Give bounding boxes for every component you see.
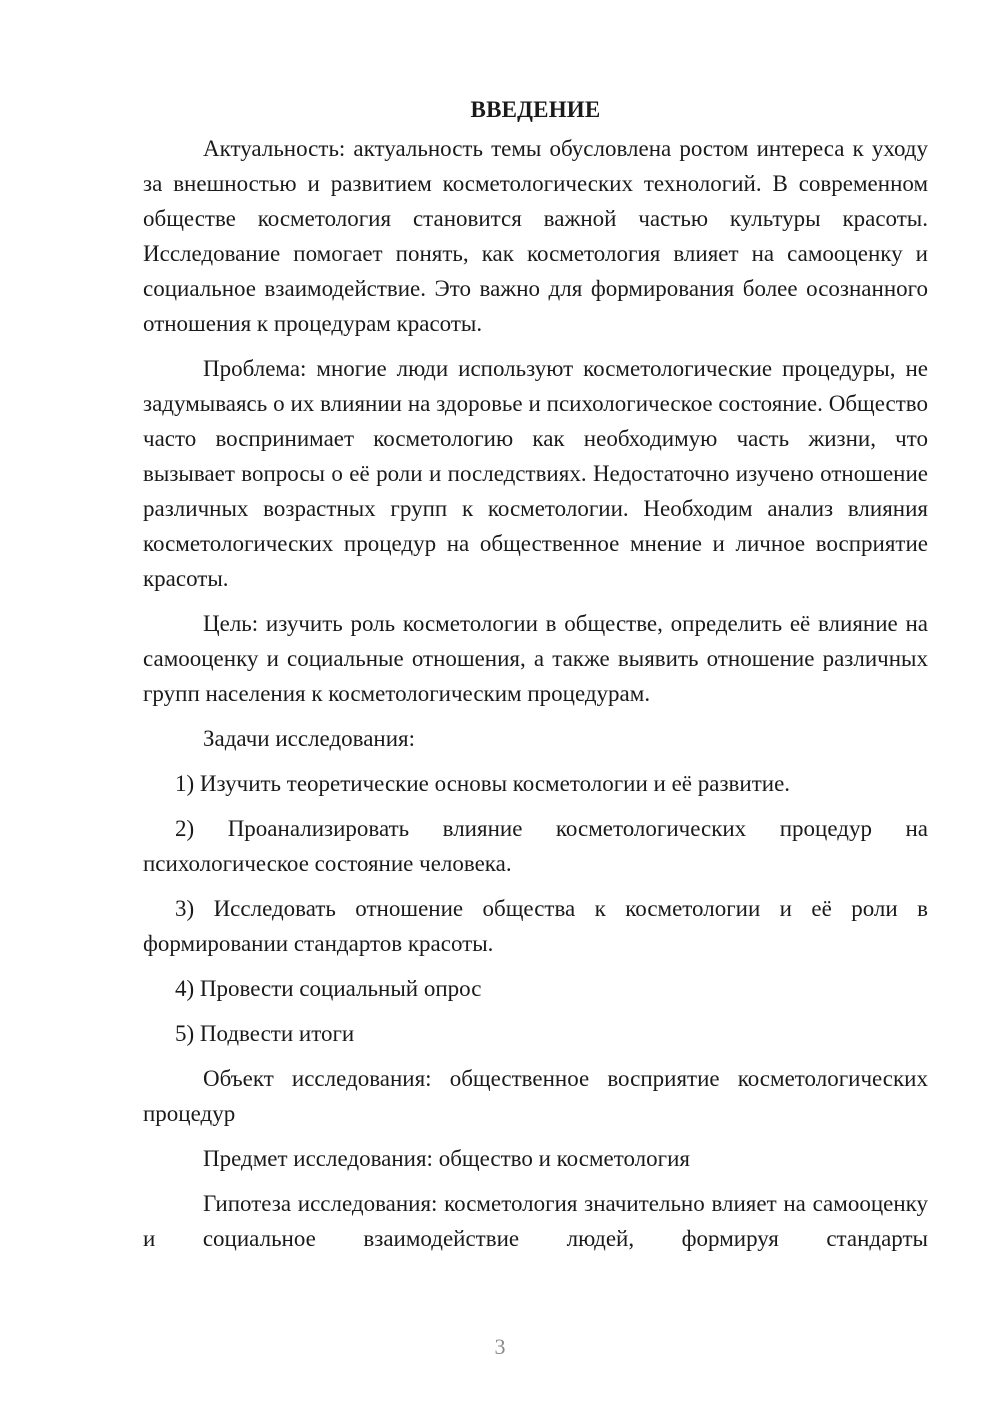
document-body (143, 92, 928, 1266)
task-item-2: 2) Проанализировать влияние косметологических процедур на психологическое состояние человека. (143, 816, 928, 876)
section-title: ВВЕДЕНИЕ (470, 97, 601, 122)
paragraph-problem: Проблема: многие люди используют косметологические процедуры, не задумываясь о их влиянии на здоровье и психологическое состояние. Общество часто воспринимает косметологию как необходимую часть жизни, что вызывает вопросы о её роли и последствиях. Недостаточно изучено отношение различных возрастных групп к косметологии. Необходим анализ влияния косметологических процедур на общественное мнение и личное восприятие красоты. (143, 356, 928, 591)
paragraph-hypothesis: Гипотеза исследования: косметология значительно влияет на самооценку и социальное взаимодействие людей, формируя стандарты (143, 1191, 928, 1251)
page-number: 3 (494, 1334, 506, 1359)
paragraph-goal: Цель: изучить роль косметологии в обществе, определить её влияние на самооценку и социальные отношения, а также выявить отношение различных групп населения к косметологическим процедурам. (143, 611, 928, 706)
task-item-5: 5) Подвести итоги (175, 1021, 355, 1046)
paragraph-relevance: Актуальность: актуальность темы обусловлена ростом интереса к уходу за внешностью и развитием косметологических технологий. В современном обществе косметология становится важной частью культуры красоты. Исследование помогает понять, как косметология влияет на самооценку и социальное взаимодействие. Это важно для формирования более осознанного отношения к процедурам красоты. (143, 136, 928, 336)
task-item-1: 1) Изучить теоретические основы косметологии и её развитие. (175, 771, 791, 796)
task-item-4: 4) Провести социальный опрос (175, 976, 482, 1001)
task-item-3: 3) Исследовать отношение общества к косметологии и её роли в формировании стандартов красоты. (143, 896, 928, 956)
tasks-heading: Задачи исследования: (203, 726, 416, 751)
paragraph-subject: Предмет исследования: общество и косметология (203, 1146, 690, 1171)
paragraph-object: Объект исследования: общественное восприятие косметологических процедур (143, 1066, 928, 1126)
